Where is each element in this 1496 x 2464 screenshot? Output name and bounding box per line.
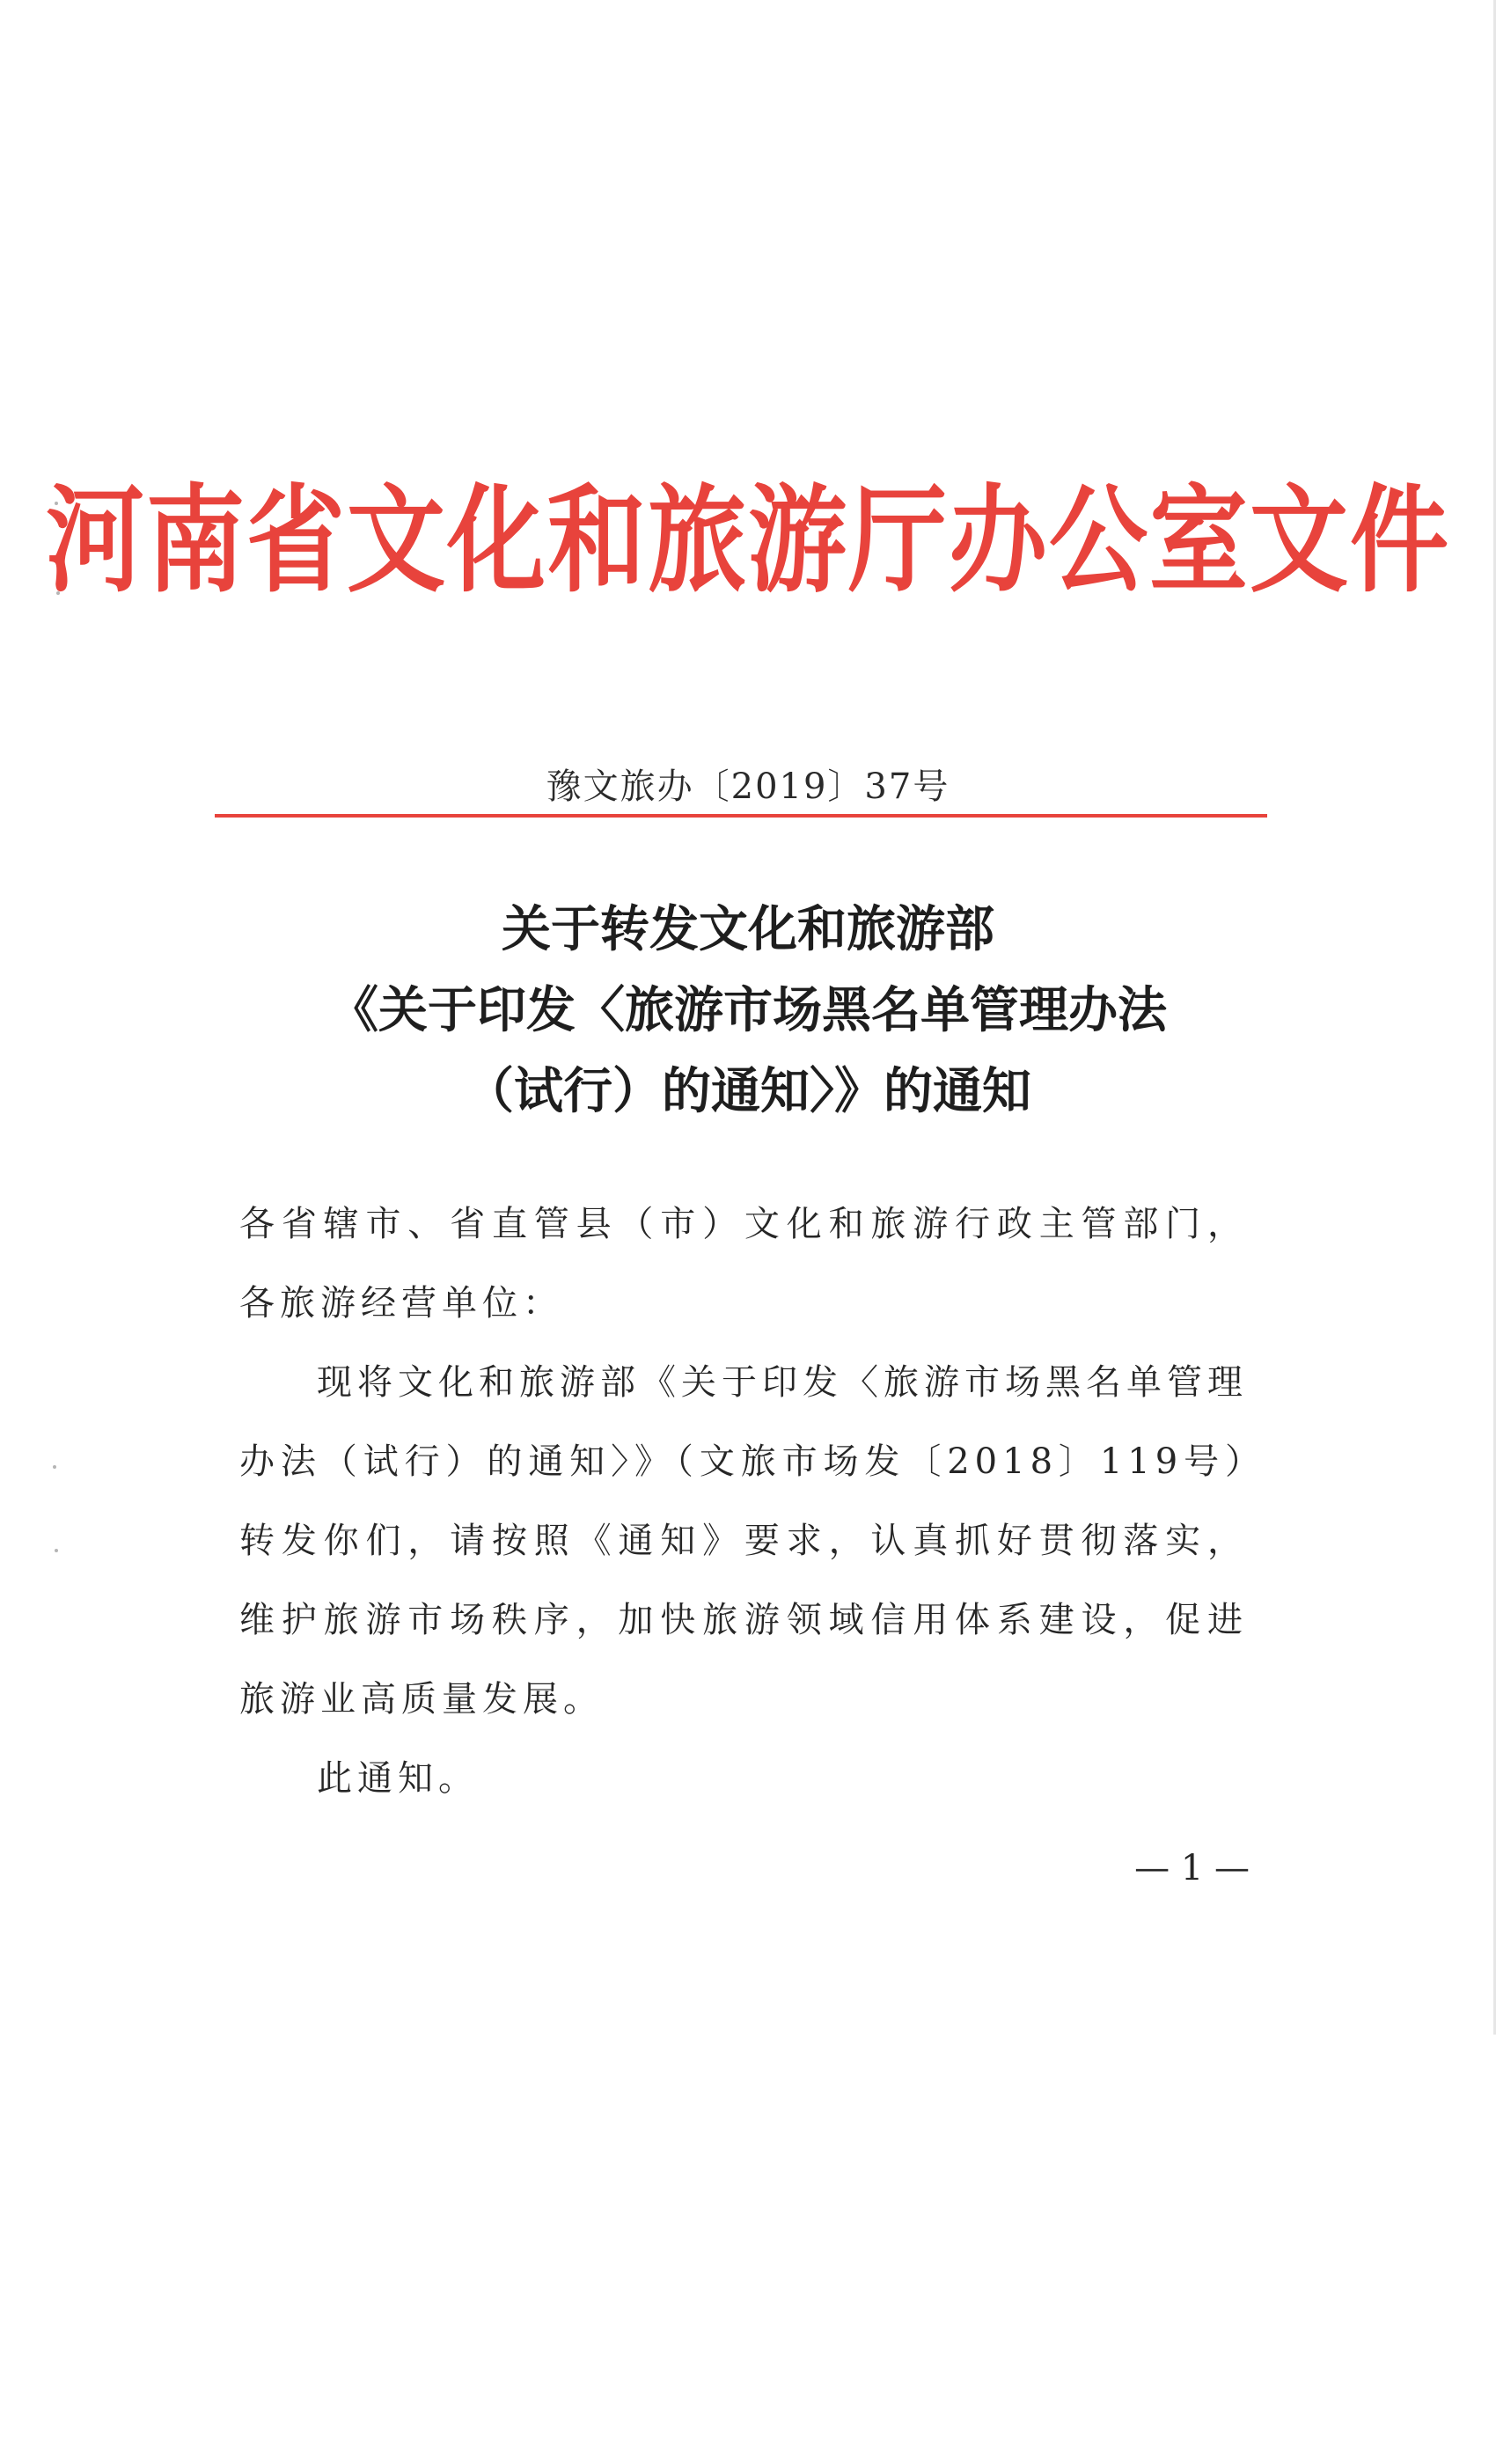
document-subject xyxy=(0,889,1496,1132)
page-number: — 1 — xyxy=(1134,1848,1250,1888)
closing-paragraph: 此通知。 xyxy=(317,1758,479,1799)
blank-area-below-page xyxy=(0,2035,1496,2464)
subject-line-2: 《关于印发〈旅游市场黑名单管理办法 xyxy=(329,981,1167,1039)
recipients-paragraph: 各省辖市、省直管县（市）文化和旅游行政主管部门，各旅游经营单位： xyxy=(239,1204,1248,1324)
red-separator-line xyxy=(215,814,1267,818)
issuing-authority-title: 河南省文化和旅游厅办公室文件 xyxy=(46,473,1450,609)
document-number: 豫文旅办〔2019〕37号 xyxy=(546,766,950,807)
subject-line-3: （试行）的通知〉》的通知 xyxy=(465,1062,1031,1120)
main-paragraph: 现将文化和旅游部《关于印发〈旅游市场黑名单管理办法（试行）的通知〉》（文旅市场发〔2018〕119号）转发你们，请按照《通知》要求，认真抓好贯彻落实，维护旅游市场秩序，加快旅游领域信用体系建设，促进旅游业高质量发展。 xyxy=(239,1362,1248,1720)
subject-line-1: 关于转发文化和旅游部 xyxy=(502,900,994,958)
scan-speck xyxy=(53,1465,56,1469)
scan-speck xyxy=(55,1549,58,1552)
document-body xyxy=(239,1184,1248,1818)
